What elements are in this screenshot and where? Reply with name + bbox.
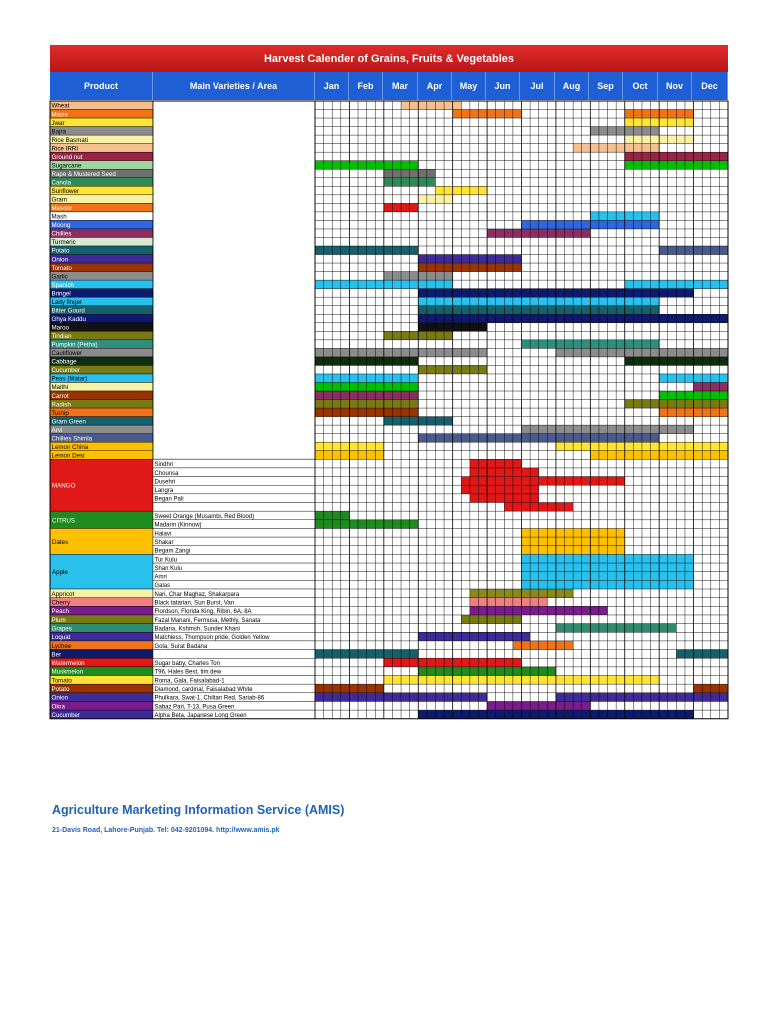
header-month-dec: Dec <box>692 72 728 100</box>
product-label: Gram <box>51 196 67 204</box>
product-cell <box>50 650 153 659</box>
header-month-apr: Apr <box>418 72 452 100</box>
product-label: Ghya Kaddu <box>51 315 86 323</box>
footer-title: Agriculture Marketing Information Service (AMIS) <box>52 803 345 817</box>
product-label: Appricot <box>51 590 75 598</box>
product-label: Onion <box>51 256 69 264</box>
variety-cell <box>153 580 315 589</box>
variety-label: Begam Zangi <box>154 548 191 555</box>
product-label: Turnip <box>51 409 69 417</box>
product-label: Grapes <box>51 625 72 633</box>
header-varieties: Main Varieties / Area <box>153 72 315 100</box>
variety-label: Alpha Beta, Japanese Long Green <box>154 712 247 719</box>
footer-address: 21-Davis Road, Lahore-Punjab. Tel: 042-9201094. http://www.amis.pk <box>52 827 280 834</box>
product-label: Canola <box>51 179 72 187</box>
header-product: Product <box>50 72 153 100</box>
product-label: Cucumber <box>51 711 81 719</box>
fruit-group-label: Dates <box>52 538 69 546</box>
product-label: Lemon China <box>51 443 89 451</box>
variety-label: T96, Hales Best, tim dew <box>154 669 222 676</box>
variety-label: Chounsa <box>154 470 179 477</box>
product-label: Masoor <box>51 205 73 213</box>
product-label: Lemon Desi <box>51 452 85 460</box>
variety-label: Galas <box>154 583 171 590</box>
variety-label: Sindhri <box>154 462 174 469</box>
product-label: Spanich <box>51 281 74 289</box>
variety-label: Tur Kulu <box>154 557 177 564</box>
variety-label: Sabaz Pari, T-13, Pusa Green <box>154 704 235 711</box>
product-label: Bringel <box>51 290 71 298</box>
fruit-group-label: CITRUS <box>52 517 76 525</box>
product-label: Cabbage <box>51 358 77 366</box>
product-label: Bajra <box>51 128 66 136</box>
product-label: Potato <box>51 247 70 255</box>
product-label: Tomato <box>51 677 72 685</box>
product-label: Carrot <box>51 392 69 400</box>
harvest-bar <box>513 641 573 650</box>
header-month-sep: Sep <box>589 72 623 100</box>
variety-label: Amri <box>154 574 167 581</box>
product-cell <box>50 118 153 127</box>
product-label: Rice IRRI <box>51 145 78 153</box>
product-label: Cherry <box>51 599 71 607</box>
product-label: Pumpkin (Petha) <box>51 341 98 349</box>
variety-label: Gola, Surat Badana <box>154 643 208 650</box>
variety-label: Roma, Gala, Faisalabad-1 <box>154 678 225 685</box>
product-label: Sunflower <box>51 188 80 196</box>
fruit-group-label: MANGO <box>52 482 76 490</box>
variety-label: Dusehri <box>154 479 176 486</box>
product-label: Okra <box>51 703 65 711</box>
product-label: Jwar <box>51 119 65 127</box>
product-label: Rice Basmati <box>51 136 88 144</box>
variety-cell <box>153 485 315 494</box>
header-month-mar: Mar <box>383 72 418 100</box>
variety-label: Flordson, Florida King, Ribin, 6A, 8A <box>154 609 252 616</box>
harvest-bar <box>470 598 547 607</box>
variety-label: Black tatarian, Sun Burst, Van <box>154 600 235 607</box>
calendar-title: Harvest Calender of Grains, Fruits & Vegetables <box>50 45 728 72</box>
variety-column-blank <box>153 101 315 459</box>
variety-label: Langra <box>154 488 174 495</box>
product-label: Moong <box>51 222 71 230</box>
product-label: Lychee <box>51 642 72 650</box>
harvest-bar <box>418 632 530 641</box>
harvest-bar <box>461 615 521 624</box>
product-label: Garlic <box>51 273 68 281</box>
product-label: Gram Green <box>51 418 86 426</box>
product-label: Maize <box>51 111 69 119</box>
product-label: Chillies Shimla <box>51 435 93 443</box>
product-label: Tomato <box>51 264 72 272</box>
fruit-group-label: Apple <box>52 569 68 577</box>
product-label: Potato <box>51 686 70 694</box>
variety-cell <box>153 537 315 546</box>
header-month-jun: Jun <box>486 72 520 100</box>
product-label: Lady finger <box>51 298 83 306</box>
product-label: Muskmelon <box>51 668 84 676</box>
product-cell <box>50 425 153 434</box>
product-label: Onion <box>51 694 69 702</box>
header-month-oct: Oct <box>623 72 658 100</box>
product-label: Peas (Matar) <box>51 375 88 383</box>
product-label: Sugarcane <box>51 162 82 170</box>
variety-label: Shakar <box>154 539 174 546</box>
product-label: Peach <box>51 608 70 616</box>
variety-cell <box>153 477 315 486</box>
harvest-bar <box>461 485 538 494</box>
product-label: Plum <box>51 616 66 624</box>
product-label: Chillies <box>51 230 72 238</box>
variety-label: Sugar baby, Charles Ton <box>154 661 220 668</box>
harvest-bar <box>401 101 461 110</box>
product-label: Maithi <box>51 384 69 392</box>
variety-cell <box>153 503 315 512</box>
variety-label: Began Pali <box>154 496 184 503</box>
header-month-aug: Aug <box>555 72 589 100</box>
header-month-nov: Nov <box>658 72 692 100</box>
product-cell <box>50 701 153 710</box>
variety-label: Halavi <box>154 531 172 538</box>
product-label: Maroo <box>51 324 70 332</box>
variety-cell <box>153 554 315 563</box>
variety-cell <box>153 528 315 537</box>
variety-cell <box>153 459 315 468</box>
product-label: Bitter Gourd <box>51 307 85 315</box>
variety-cell <box>153 572 315 581</box>
product-label: Rape & Mustered Seed <box>51 170 116 178</box>
product-label: Ground nut <box>51 153 83 161</box>
variety-label: Matchless, Thompson pride, Golden Yellow <box>154 635 270 642</box>
variety-label: Madarin (Kinnow) <box>154 522 202 529</box>
product-label: Cauliflower <box>51 350 83 358</box>
variety-cell <box>153 650 315 659</box>
product-label: Watermelon <box>51 660 85 668</box>
product-label: Mash <box>51 213 67 221</box>
product-label: Tindian <box>51 333 72 341</box>
header-month-may: May <box>452 72 486 100</box>
variety-label: Badana, Kshmsh, Sunder Khani <box>154 626 240 633</box>
variety-label: Fazal Manani, Fermusa, Methly, Sanata <box>154 617 261 624</box>
variety-label: Nari, Char Maghaz, Shakarpara <box>154 591 240 598</box>
header-month-jan: Jan <box>315 72 349 100</box>
product-label: Loquat <box>51 634 71 642</box>
variety-label: Sweet Orange (Musambi, Red Blood) <box>154 514 255 521</box>
product-label: Cucumber <box>51 367 81 375</box>
product-label: Wheat <box>51 102 70 110</box>
harvest-bar <box>461 477 624 486</box>
product-label: Ber <box>51 651 62 659</box>
product-label: Turmeric <box>51 239 76 247</box>
product-label: Radish <box>51 401 71 409</box>
variety-label: Diamond, cardinal, Faisalabad White <box>154 687 253 694</box>
variety-label: Phulkara, Swat-1, Chiltan Red, Sariab-86 <box>154 695 265 702</box>
header-month-feb: Feb <box>349 72 383 100</box>
variety-label: Shan Kulu <box>154 565 183 572</box>
header-month-jul: Jul <box>520 72 555 100</box>
product-label: Arvi <box>51 426 63 434</box>
